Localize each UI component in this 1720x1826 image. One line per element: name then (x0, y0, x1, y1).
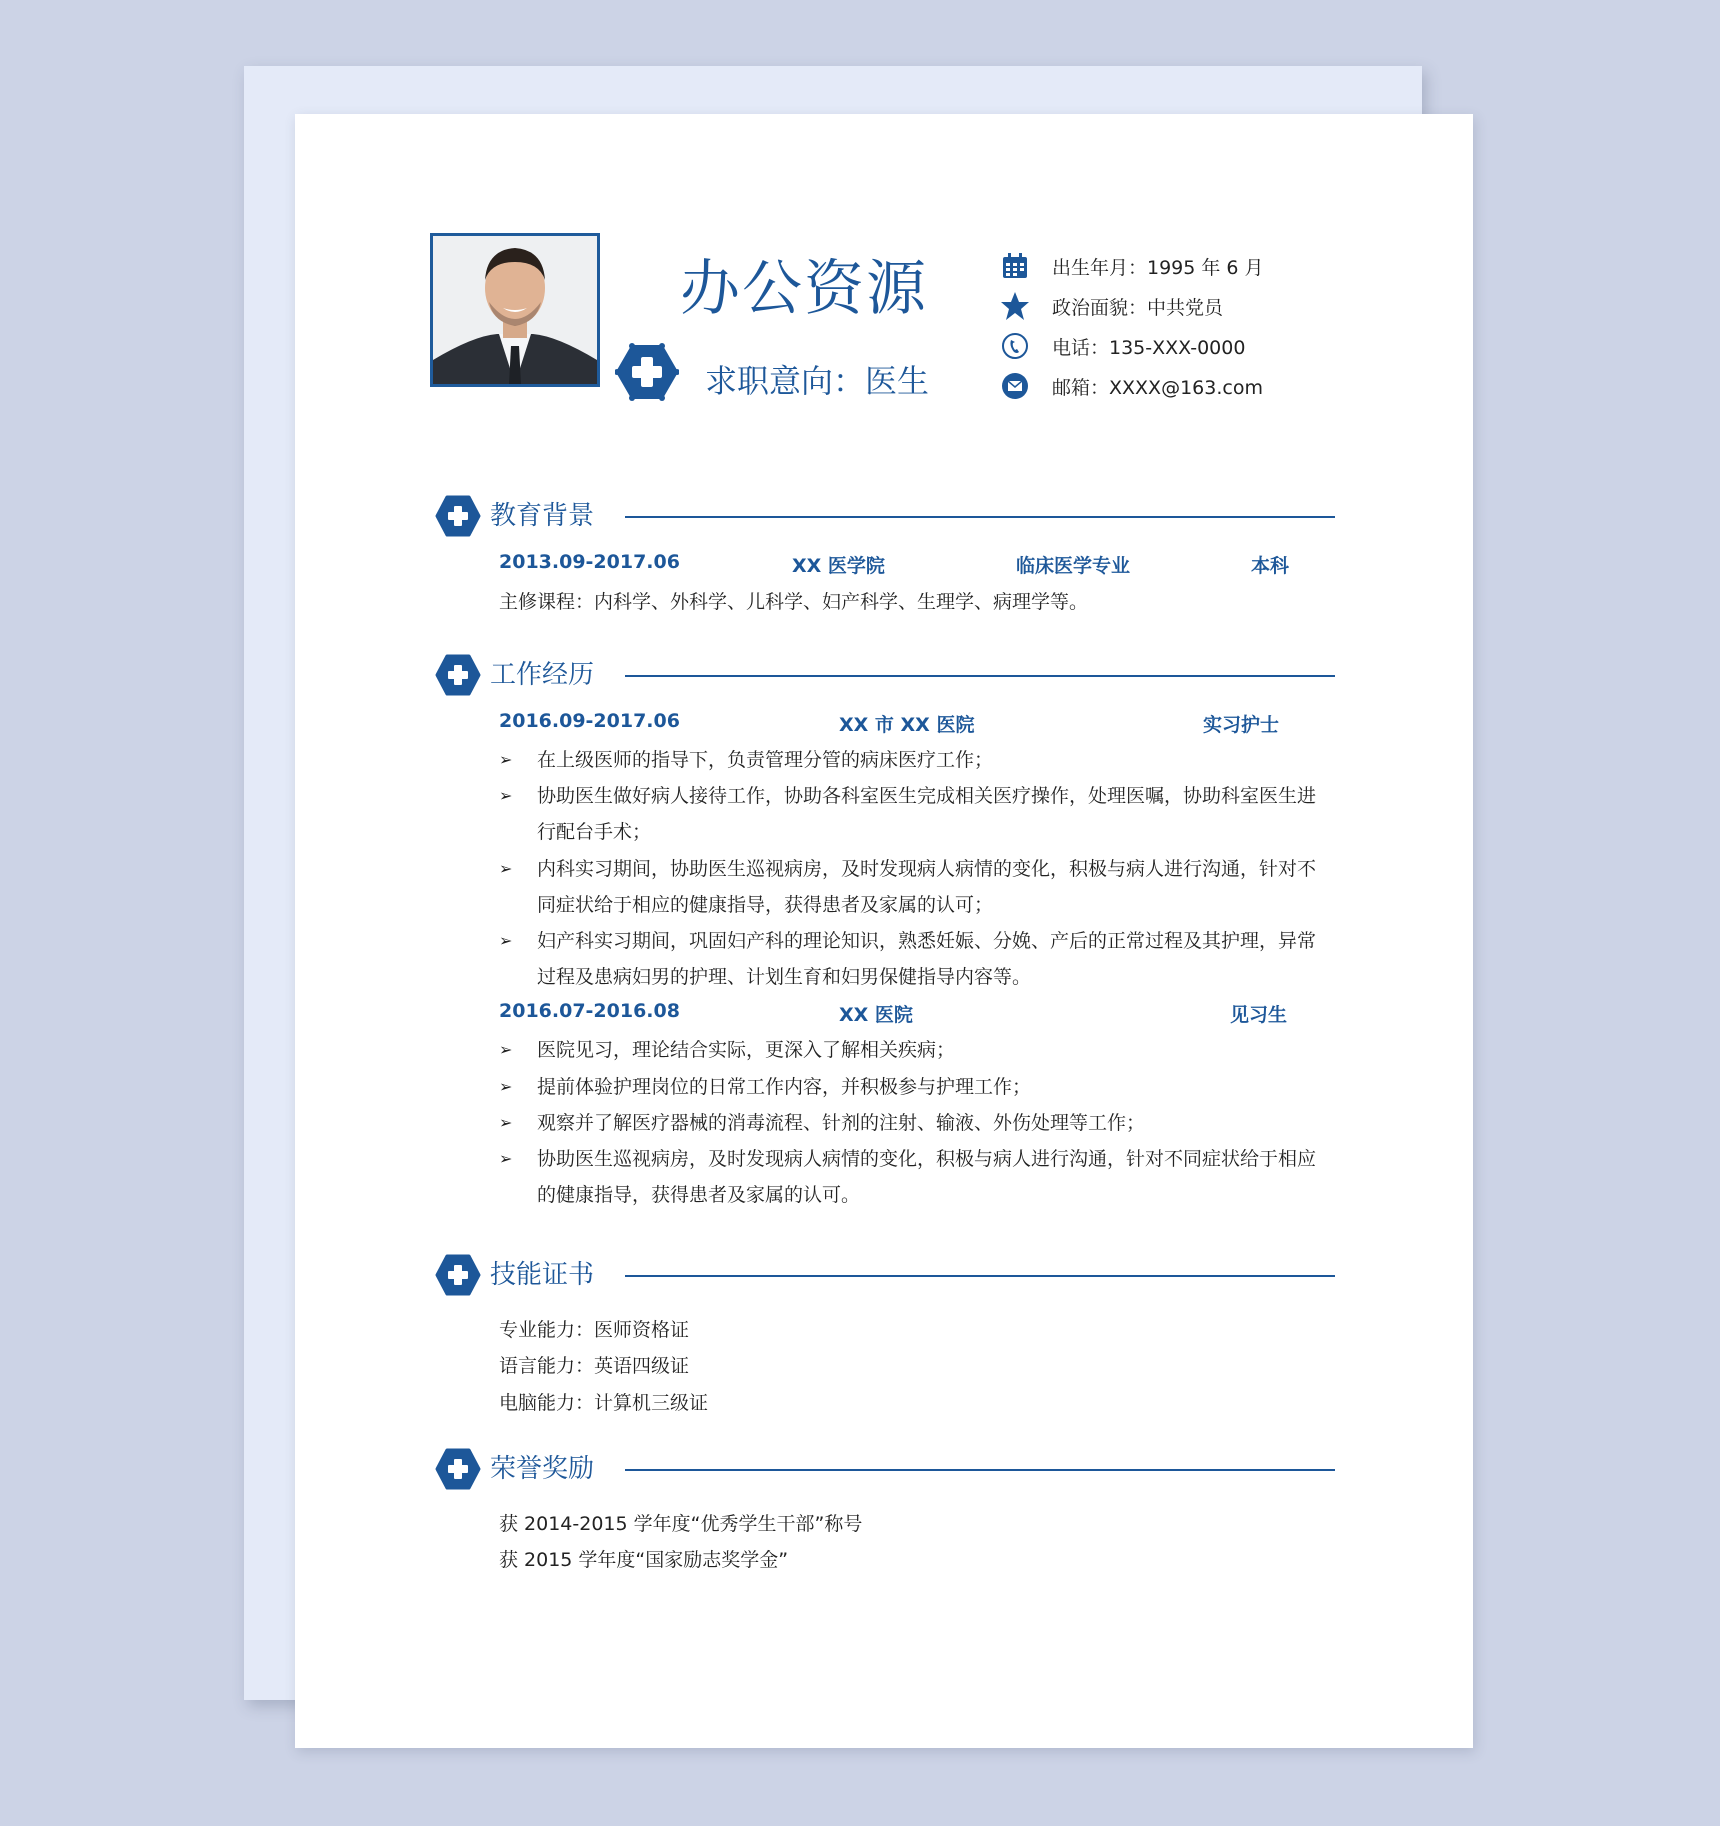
section-divider (625, 1469, 1335, 1471)
education-degree: 本科 (1251, 555, 1290, 577)
list-item: ➢ 观察并了解医疗器械的消毒流程、针剂的注射、输液、外伤处理等工作； (499, 1105, 1329, 1141)
list-item: ➢ 提前体验护理岗位的日常工作内容，并积极参与护理工作； (499, 1069, 1329, 1105)
skill-item: 电脑能力：计算机三级证 (499, 1392, 709, 1414)
job-role: 实习护士 (1203, 714, 1280, 736)
list-item: ➢ 妇产科实习期间，巩固妇产科的理论知识，熟悉妊娠、分娩、产后的正常过程及其护理，异常过程及患病妇男的护理、计划生育和妇男保健指导内容等。 (499, 923, 1329, 995)
phone-icon (1000, 331, 1030, 361)
arrow-bullet-icon: ➢ (499, 750, 513, 769)
politics-text: 政治面貌：中共党员 (1052, 296, 1224, 319)
info-email (1000, 370, 1263, 402)
honor-item: 获 2015 学年度“国家励志奖学金” (499, 1549, 789, 1571)
education-courses: 主修课程：内科学、外科学、儿科学、妇产科学、生理学、病理学等。 (499, 591, 1089, 613)
arrow-bullet-icon: ➢ (499, 1113, 513, 1132)
arrow-bullet-icon: ➢ (499, 1149, 513, 1168)
honor-item: 获 2014-2015 学年度“优秀学生干部”称号 (499, 1513, 863, 1535)
section-divider (625, 1275, 1335, 1277)
job-role: 见习生 (1230, 1004, 1288, 1026)
phone-text: 电话：135-XXX-0000 (1052, 336, 1246, 359)
email-text: 邮箱：XXXX@163.com (1052, 376, 1263, 399)
resume-page (295, 114, 1473, 1748)
section-title: 荣誉奖励 (490, 1454, 595, 1484)
education-major: 临床医学专业 (1016, 555, 1131, 577)
job-row (499, 1000, 1309, 1030)
info-politics (1000, 290, 1223, 322)
medical-cross-icon (615, 342, 679, 406)
skill-item: 专业能力：医师资格证 (499, 1319, 690, 1341)
section-divider (625, 675, 1335, 677)
arrow-bullet-icon: ➢ (499, 931, 513, 950)
email-icon (1000, 371, 1030, 401)
list-item: ➢ 协助医生巡视病房，及时发现病人病情的变化，积极与病人进行沟通，针对不同症状给于相应的健康指导，获得患者及家属的认可。 (499, 1141, 1329, 1213)
section-education-header (435, 494, 1335, 538)
job-row (499, 710, 1309, 740)
medical-cross-icon (435, 494, 481, 538)
medical-cross-icon (435, 653, 481, 697)
section-title: 教育背景 (490, 501, 595, 531)
section-work-header (435, 653, 1335, 697)
section-honors-header (435, 1447, 1335, 1491)
section-title: 工作经历 (490, 660, 595, 690)
section-divider (625, 516, 1335, 518)
section-skills-header (435, 1253, 1335, 1297)
skill-item: 语言能力：英语四级证 (499, 1355, 690, 1377)
job-objective: 求职意向：医生 (705, 362, 930, 400)
education-period: 2013.09-2017.06 (499, 551, 680, 573)
education-school: XX 医学院 (792, 555, 885, 577)
info-birth (1000, 250, 1264, 282)
list-item: ➢ 协助医生做好病人接待工作，协助各科室医生完成相关医疗操作，处理医嘱，协助科室医生进行配台手术； (499, 778, 1329, 850)
info-phone (1000, 330, 1245, 362)
job-period: 2016.07-2016.08 (499, 1000, 680, 1022)
section-title: 技能证书 (490, 1260, 595, 1290)
profile-photo (430, 233, 600, 387)
list-item: ➢ 医院见习，理论结合实际，更深入了解相关疾病； (499, 1032, 1329, 1068)
arrow-bullet-icon: ➢ (499, 859, 513, 878)
job-org: XX 市 XX 医院 (839, 714, 975, 736)
arrow-bullet-icon: ➢ (499, 786, 513, 805)
job-org: XX 医院 (839, 1004, 913, 1026)
list-item: ➢ 内科实习期间，协助医生巡视病房，及时发现病人病情的变化，积极与病人进行沟通，针对不同症状给于相应的健康指导，获得患者及家属的认可； (499, 851, 1329, 923)
star-icon (1000, 291, 1030, 321)
calendar-icon (1000, 251, 1030, 281)
arrow-bullet-icon: ➢ (499, 1040, 513, 1059)
candidate-name: 办公资源 (680, 254, 928, 324)
education-row (499, 551, 1309, 581)
medical-cross-icon (435, 1253, 481, 1297)
job-period: 2016.09-2017.06 (499, 710, 680, 732)
arrow-bullet-icon: ➢ (499, 1077, 513, 1096)
list-item: ➢ 在上级医师的指导下，负责管理分管的病床医疗工作； (499, 742, 1329, 778)
medical-cross-icon (435, 1447, 481, 1491)
birth-text: 出生年月：1995 年 6 月 (1052, 256, 1264, 279)
